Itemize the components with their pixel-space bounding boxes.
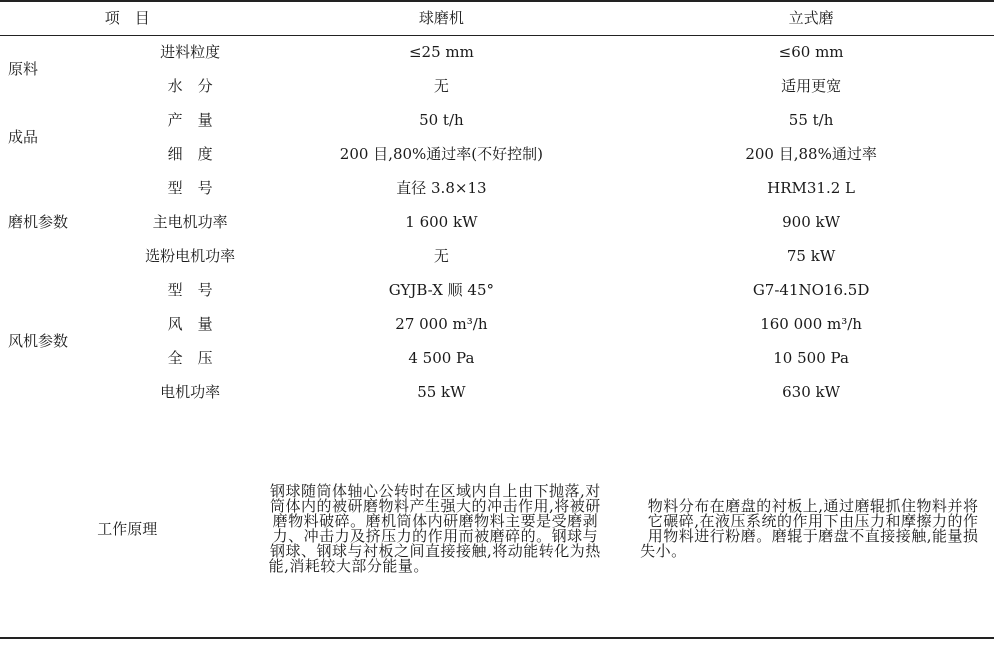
row-item: 产 量 [167, 110, 213, 129]
table-row [0, 35, 994, 69]
row-item: 型 号 [167, 178, 213, 197]
table-row [0, 307, 994, 341]
table-row [0, 239, 994, 273]
row-item: 型 号 [167, 280, 213, 299]
table-row [0, 137, 994, 171]
table-row [0, 341, 994, 375]
vertical-mill-value: 900 kW [782, 212, 841, 231]
table-row [0, 205, 994, 239]
ball-mill-value: 50 t/h [419, 110, 464, 129]
header-vertical-mill: 立式磨 [628, 1, 994, 35]
vertical-mill-principle: 物料分布在磨盘的衬板上,通过磨辊抓住物料并将它碾碎,在液压系统的作用下由压力和摩擦力的作用物料进行粉磨。磨辊于磨盘不直接接触,能量损失小。 [628, 421, 994, 638]
group-label-fan: 风机参数 [8, 331, 69, 350]
ball-mill-value: GYJB-X 顺 45° [388, 280, 495, 299]
vertical-mill-value: 适用更宽 [781, 76, 842, 95]
row-item: 电机功率 [160, 382, 221, 401]
ball-mill-value: 1 600 kW [405, 212, 478, 231]
header-item: 项 目 [0, 1, 255, 35]
row-item: 进料粒度 [160, 42, 221, 61]
vertical-mill-value: 75 kW [786, 246, 836, 265]
group-label-product: 成品 [8, 127, 39, 146]
row-item: 风 量 [167, 314, 213, 333]
ball-mill-value: 无 [433, 246, 449, 265]
principle-row [0, 421, 994, 638]
vertical-mill-value: 200 目,88%通过率 [745, 144, 877, 163]
row-item: 水 分 [167, 76, 213, 95]
table-row [0, 171, 994, 205]
group-label-mill: 磨机参数 [8, 212, 69, 231]
ball-mill-principle: 钢球随筒体轴心公转时在区域内自上由下抛落,对筒体内的被研磨物料产生强大的冲击作用,将被研磨物料破碎。磨机筒体内研磨物料主要是受磨剥力、冲击力及挤压力的作用而被磨碎的。钢球与钢球、钢球与衬板之间直接接触,将动能转化为热能,消耗较大部分能量。 [255, 421, 629, 638]
ball-mill-value: 无 [433, 76, 449, 95]
header-ball-mill: 球磨机 [255, 1, 629, 35]
table-row [0, 375, 994, 409]
ball-mill-value: 55 kW [417, 382, 466, 401]
vertical-mill-value: 10 500 Pa [773, 348, 849, 367]
ball-mill-value: 4 500 Pa [408, 348, 475, 367]
row-item: 选粉电机功率 [145, 246, 236, 265]
ball-mill-value: 直径 3.8×13 [396, 178, 487, 197]
table-row [0, 103, 994, 137]
row-item: 细 度 [167, 144, 213, 163]
header-row [0, 1, 994, 35]
group-label-raw: 原料 [8, 59, 39, 78]
ball-mill-value: 27 000 m³/h [395, 314, 488, 333]
row-item: 主电机功率 [152, 212, 228, 231]
vertical-mill-value: ≤60 mm [778, 42, 844, 61]
vertical-mill-value: HRM31.2 L [767, 178, 856, 197]
vertical-mill-value: 55 t/h [788, 110, 834, 129]
table-row [0, 69, 994, 103]
principle-label: 工作原理 [0, 421, 255, 638]
vertical-mill-value: 630 kW [782, 382, 841, 401]
ball-mill-value: ≤25 mm [408, 42, 474, 61]
ball-mill-value: 200 目,80%通过率(不好控制) [339, 144, 543, 163]
row-item: 全 压 [167, 348, 213, 367]
vertical-mill-value: 160 000 m³/h [760, 314, 862, 333]
vertical-mill-value: G7-41NO16.5D [752, 280, 870, 299]
table-row [0, 273, 994, 307]
